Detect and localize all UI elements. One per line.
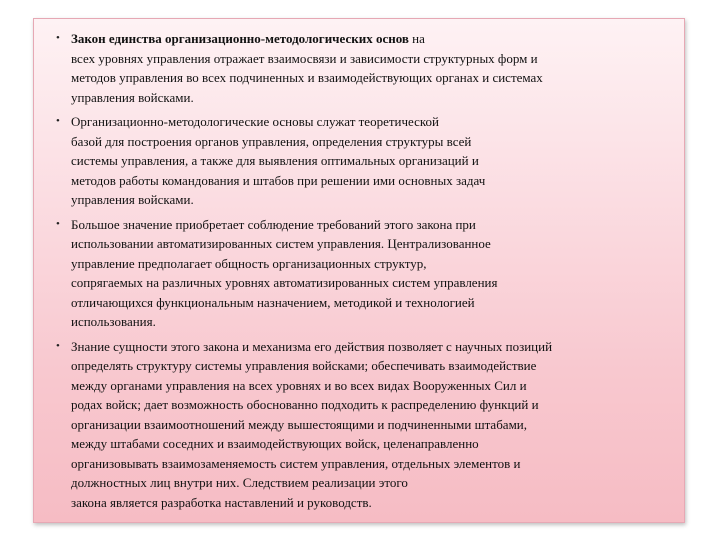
bullet-text: Знание сущности этого закона и механизма его действия позволяет с научных позиций определять структуру системы управления войсками; обеспечивать взаимодействие между органами управления на всех уровнях и во всех видах Вооруженных Сил и родах войск; дает возможность обоснованно подходить к распределению функций и организации взаимоотношений между вышестоящими и подчиненными штабами, между штабами соседних и взаимодействующих войск, целенаправленно организовывать взаимозаменяемость систем управления, отдельных элементов и должностных лиц внутри них. Следствием реализации этого закона является разработка наставлений и руководств. bbox=[71, 338, 553, 510]
bullet-dot-icon: • bbox=[56, 32, 60, 44]
bullet-item-1 bbox=[56, 29, 672, 107]
bullet-text: на всех уровнях управления отражает взаимосвязи и зависимости структурных форм и методов управления во всех подчиненных и взаимодействующих органах и системах управления войсками. bbox=[71, 31, 543, 105]
bullet-item-4 bbox=[56, 337, 672, 513]
bullet-text: Большое значение приобретает соблюдение требований этого закона при использовании автоматизированных систем управления. Централизованное управление предполагает общность организационных структур, сопрягаемых на различных уровнях автоматизированных систем управления отличающихся функциональным назначением, методикой и технологией использования. bbox=[71, 216, 498, 329]
bullet-dot-icon: • bbox=[56, 217, 60, 230]
bullet-dot-icon: • bbox=[56, 339, 60, 352]
slide-content-box bbox=[33, 18, 685, 523]
bullet-dot-icon: • bbox=[56, 115, 60, 127]
bullet-text: Организационно-методологические основы служат теоретической базой для построения органов управления, определения структуры всей системы управления, а также для выявления оптимальных организаций и методов работы командования и штабов при решении ими основных задач управления войсками. bbox=[71, 114, 486, 207]
bullet-item-3 bbox=[56, 215, 672, 332]
bullet-item-2 bbox=[56, 112, 672, 210]
bullet-list bbox=[56, 29, 672, 512]
bullet-bold-lead: Закон единства организационно-методологических основ bbox=[71, 31, 409, 46]
